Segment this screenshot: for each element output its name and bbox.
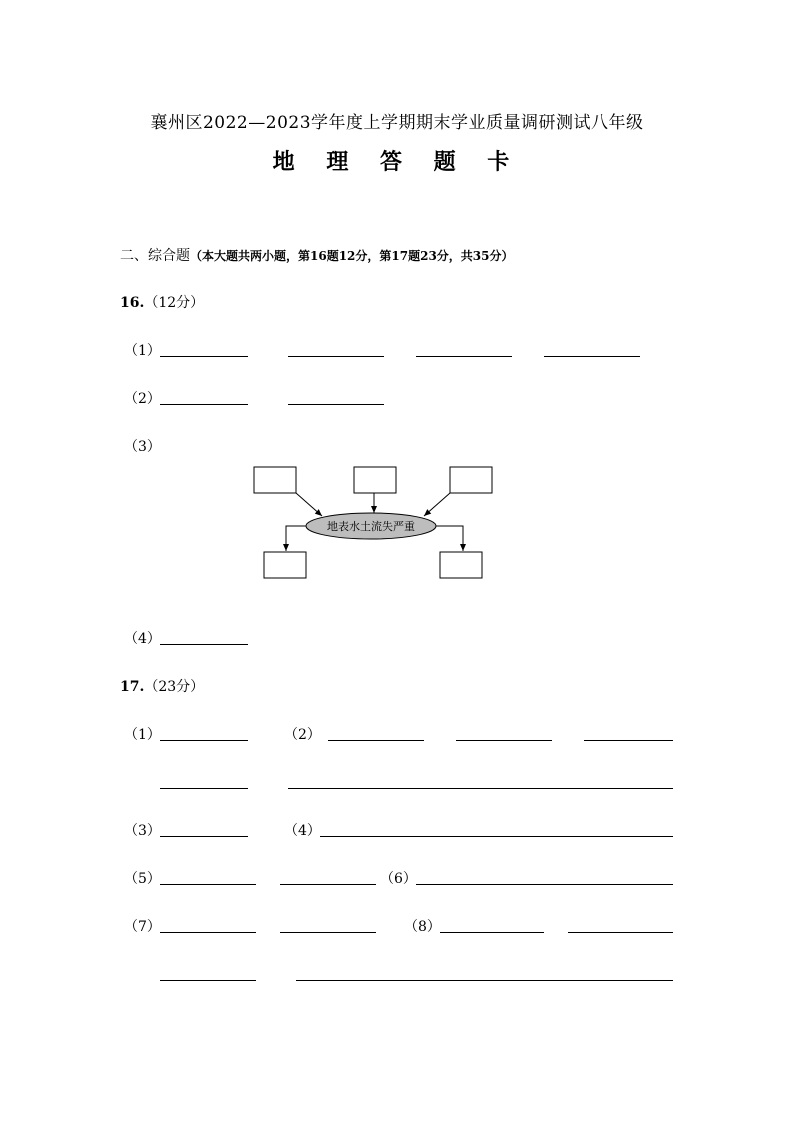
diagram-box-top-left[interactable]: [254, 467, 296, 493]
q16-4-blank[interactable]: [160, 644, 248, 645]
q17-part4-label: （4）: [284, 823, 321, 839]
q17-2-blank-b[interactable]: [456, 740, 552, 741]
q17-3-blank[interactable]: [160, 836, 248, 837]
q17-8-blank-b[interactable]: [568, 932, 673, 933]
arrow-top-left: [296, 493, 322, 516]
q17-8-blank-a[interactable]: [440, 932, 544, 933]
q17-number: 17.: [120, 679, 145, 695]
q16-header: [120, 292, 204, 312]
q17-1-blank-b[interactable]: [160, 788, 248, 789]
section-heading: [120, 245, 514, 265]
q17-4-blank[interactable]: [320, 836, 673, 837]
q16-part3-label: （3）: [124, 439, 161, 455]
diagram-center-label: 地表水土流失严重: [327, 520, 415, 533]
section-note: （本大题共两小题，第16题12分，第17题23分，共35分）: [190, 249, 514, 263]
exam-title: 襄州区2022—2023学年度上学期期末学业质量调研测试八年级: [150, 113, 644, 133]
answer-sheet-title: 地 理 答 题 卡: [272, 149, 522, 175]
arrow-bottom-left: [286, 526, 306, 551]
q16-1-blank-b[interactable]: [288, 356, 384, 357]
q16-part2-label: （2）: [124, 391, 161, 407]
q17-2-blank-d[interactable]: [288, 788, 673, 789]
q17-score: （23分）: [144, 679, 205, 695]
q16-score: （12分）: [144, 295, 205, 311]
arrow-bottom-right: [436, 526, 463, 551]
q17-part6-label: （6）: [380, 871, 417, 887]
q17-7-blank-b[interactable]: [280, 932, 376, 933]
q17-header: [120, 676, 204, 696]
q16-2-blank-a[interactable]: [160, 404, 248, 405]
q17-2-blank-c[interactable]: [584, 740, 673, 741]
q17-part3-label: （3）: [124, 823, 161, 839]
q17-5-blank-a[interactable]: [160, 884, 256, 885]
diagram-box-bottom-right[interactable]: [440, 552, 482, 578]
q17-7-blank-c[interactable]: [160, 980, 256, 981]
q16-1-blank-d[interactable]: [544, 356, 640, 357]
q17-7-blank-a[interactable]: [160, 932, 256, 933]
q17-part5-label: （5）: [124, 871, 161, 887]
q17-8-blank-c[interactable]: [296, 980, 673, 981]
diagram-box-top-center[interactable]: [354, 467, 396, 493]
diagram-box-top-right[interactable]: [450, 467, 492, 493]
q17-part1-label: （1）: [124, 727, 161, 743]
diagram-box-bottom-left[interactable]: [264, 552, 306, 578]
arrow-top-right: [424, 493, 450, 516]
q17-6-blank[interactable]: [416, 884, 673, 885]
q17-1-blank-a[interactable]: [160, 740, 248, 741]
q16-part1-label: （1）: [124, 343, 161, 359]
q16-1-blank-a[interactable]: [160, 356, 248, 357]
q16-cause-effect-diagram: [250, 460, 500, 585]
q17-2-blank-a[interactable]: [328, 740, 424, 741]
q17-5-blank-b[interactable]: [280, 884, 376, 885]
q16-number: 16.: [120, 295, 145, 311]
q16-part4-label: （4）: [124, 631, 161, 647]
q17-part8-label: （8）: [404, 919, 441, 935]
q17-part2-label: （2）: [284, 727, 321, 743]
q17-part7-label: （7）: [124, 919, 161, 935]
q16-1-blank-c[interactable]: [416, 356, 512, 357]
q16-2-blank-b[interactable]: [288, 404, 384, 405]
section-title: 二、综合题: [120, 248, 190, 264]
